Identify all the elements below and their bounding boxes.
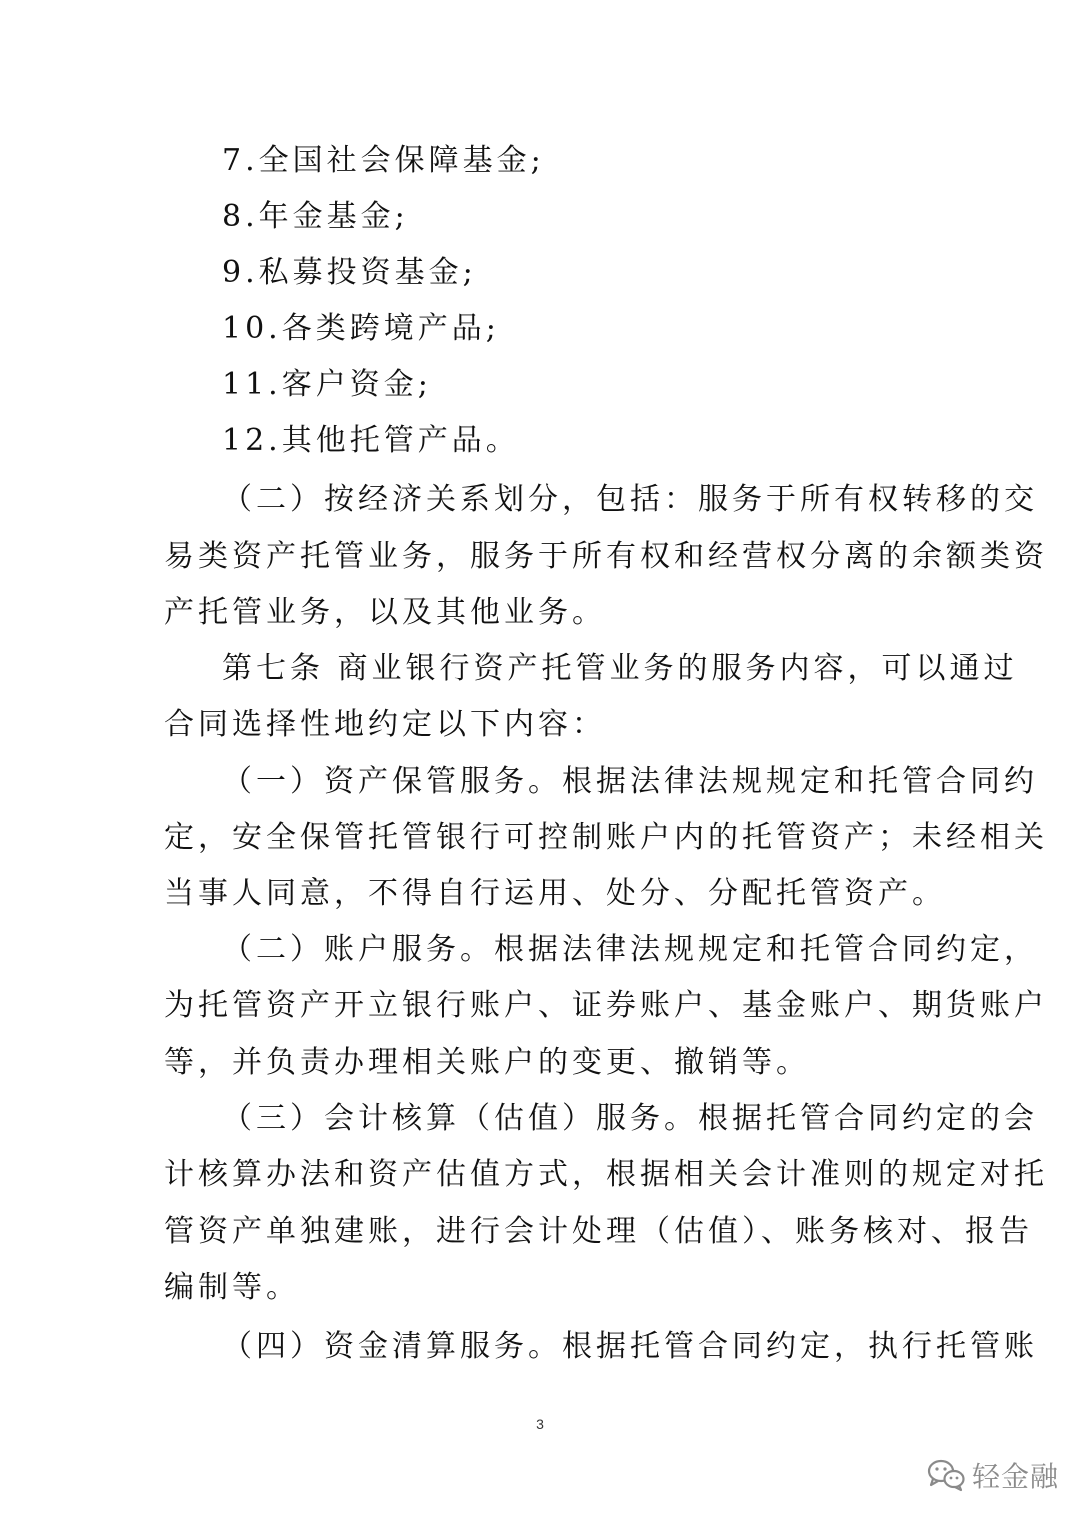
paragraph-line: 易类资产托管业务，服务于所有权和经营权分离的余额类资	[164, 539, 1048, 574]
list-item-10: 10.各类跨境产品;	[222, 311, 500, 346]
paragraph-line: 编制等。	[164, 1270, 300, 1305]
paragraph-line: 管资产单独建账，进行会计处理（估值）、账务核对、报告	[164, 1214, 1033, 1249]
watermark	[926, 1450, 1059, 1500]
list-item-8: 8.年金基金;	[222, 199, 409, 234]
list-item-12: 12.其他托管产品。	[222, 423, 520, 458]
list-item-9: 9.私募投资基金;	[222, 255, 477, 290]
paragraph-line: 当事人同意，不得自行运用、处分、分配托管资产。	[164, 876, 946, 911]
list-item-7: 7.全国社会保障基金;	[222, 143, 545, 178]
list-item-11: 11.客户资金;	[222, 367, 432, 402]
page-number: 3	[536, 1416, 544, 1432]
watermark-text: 轻金融	[972, 1460, 1060, 1493]
paragraph-line: 定，安全保管托管银行可控制账户内的托管资产；未经相关	[164, 820, 1048, 855]
paragraph-line: （二）按经济关系划分，包括：服务于所有权转移的交	[222, 482, 1038, 517]
article-7-heading-line: 第七条 商业银行资产托管业务的服务内容，可以通过	[222, 651, 1018, 686]
paragraph-line: （三）会计核算（估值）服务。根据托管合同约定的会	[222, 1101, 1038, 1136]
paragraph-line: 等，并负责办理相关账户的变更、撤销等。	[164, 1045, 810, 1080]
paragraph-line: （一）资产保管服务。根据法律法规规定和托管合同约	[222, 764, 1038, 799]
paragraph-line: （四）资金清算服务。根据托管合同约定，执行托管账	[222, 1329, 1038, 1364]
paragraph-line: 计核算办法和资产估值方式，根据相关会计准则的规定对托	[164, 1157, 1048, 1192]
paragraph-line: （二）账户服务。根据法律法规规定和托管合同约定，	[222, 932, 1038, 967]
wechat-icon	[926, 1458, 966, 1492]
paragraph-line: 为托管资产开立银行账户、证券账户、基金账户、期货账户	[164, 988, 1048, 1023]
paragraph-line: 合同选择性地约定以下内容：	[164, 707, 606, 742]
paragraph-line: 产托管业务，以及其他业务。	[164, 595, 606, 630]
